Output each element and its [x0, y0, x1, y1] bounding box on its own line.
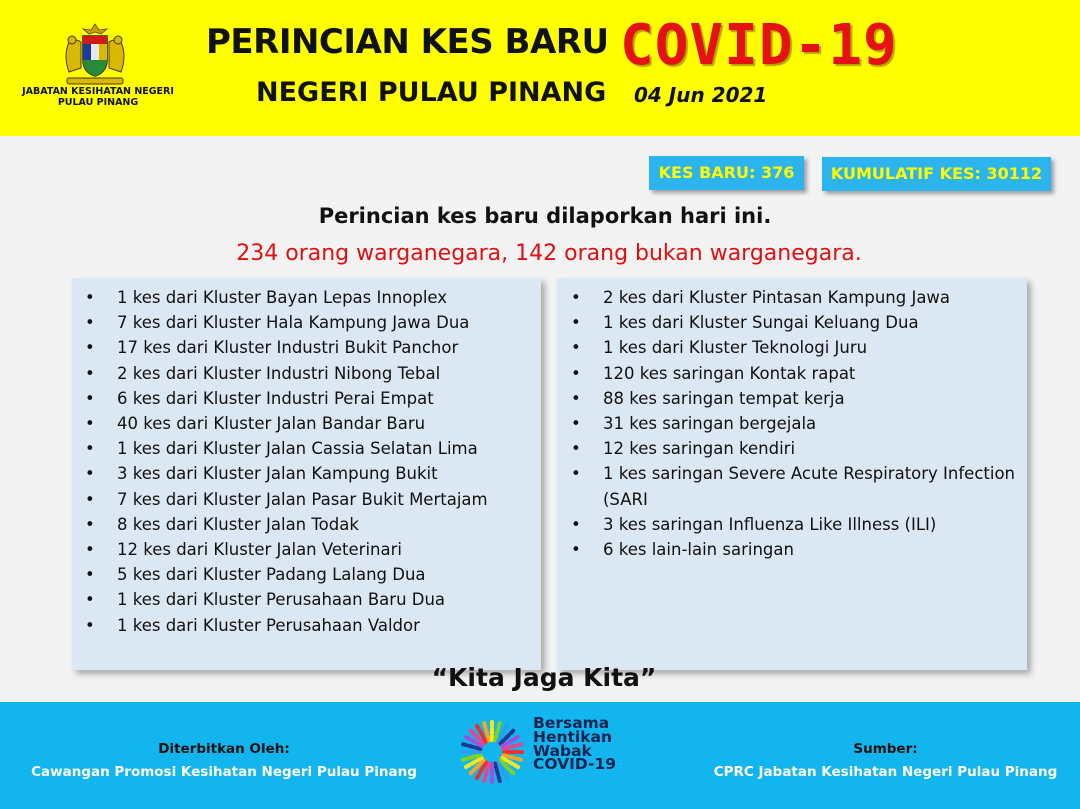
bullet-icon: • [571, 363, 581, 383]
list-item [557, 310, 1027, 335]
list-item [72, 386, 541, 411]
summary-heading: Perincian kes baru dilaporkan hari ini. [318, 204, 772, 228]
list-item [72, 587, 541, 612]
bullet-icon: • [571, 313, 581, 333]
list-item [72, 613, 541, 638]
list-item-text: 120 kes saringan Kontak rapat [603, 363, 856, 383]
list-item-text: 3 kes dari Kluster Jalan Kampung Bukit [117, 464, 438, 484]
bullet-icon: • [85, 464, 95, 484]
state-title: NEGERI PULAU PINANG [256, 77, 607, 108]
list-item-text: 2 kes dari Kluster Pintasan Kampung Jawa [603, 288, 951, 307]
list-item-text: 1 kes saringan Severe Acute Respiratory Infection (SARI [603, 464, 1016, 509]
list-item [557, 361, 1027, 386]
list-item-text: 40 kes dari Kluster Jalan Bandar Baru [117, 414, 426, 434]
bullet-icon: • [85, 313, 95, 333]
bullet-icon: • [85, 565, 95, 585]
bullet-icon: • [85, 363, 95, 383]
bullet-icon: • [85, 288, 95, 307]
list-item [557, 436, 1027, 461]
bullet-icon: • [85, 540, 95, 560]
list-item [72, 461, 541, 486]
list-item [557, 386, 1027, 411]
list-item [557, 335, 1027, 360]
bullet-icon: • [571, 338, 581, 358]
bullet-icon: • [571, 514, 581, 534]
list-item-text: 1 kes dari Kluster Perusahaan Valdor [117, 615, 420, 635]
list-item-text: 6 kes dari Kluster Industri Perai Empat [117, 388, 434, 408]
report-date: 04 Jun 2021 [634, 83, 768, 107]
list-item [72, 487, 541, 512]
new-cases-badge: KES BARU: 376 [649, 156, 804, 190]
list-item-text: 5 kes dari Kluster Padang Lalang Dua [117, 565, 426, 585]
list-item [72, 537, 541, 562]
list-item [557, 512, 1027, 537]
bullet-icon: • [85, 489, 95, 509]
list-item [72, 335, 541, 360]
list-item [557, 285, 1027, 310]
right-case-list [557, 285, 1027, 562]
list-item-text: 6 kes lain-lain saringan [603, 540, 794, 560]
coat-of-arms-icon [55, 20, 135, 88]
list-item-text: 12 kes dari Kluster Jalan Veterinari [117, 540, 402, 560]
list-item-text: 17 kes dari Kluster Industri Bukit Panchor [117, 338, 459, 358]
bullet-icon: • [571, 540, 581, 560]
list-item-text: 2 kes dari Kluster Industri Nibong Tebal [117, 363, 441, 383]
published-by-label: Diterbitkan Oleh: [158, 741, 290, 757]
right-case-list-panel [557, 278, 1027, 670]
agency-name: JABATAN KESIHATAN NEGERI PULAU PINANG [22, 86, 174, 108]
left-case-list-panel [72, 278, 541, 670]
list-item [72, 411, 541, 436]
list-item [72, 285, 541, 310]
source: CPRC Jabatan Kesihatan Negeri Pulau Pinang [713, 764, 1058, 780]
bullet-icon: • [571, 414, 581, 434]
bullet-icon: • [85, 414, 95, 434]
list-item-text: 8 kes dari Kluster Jalan Todak [117, 514, 359, 534]
covid-title: COVID-19 [620, 13, 898, 78]
slogan: “Kita Jaga Kita” [431, 663, 657, 692]
list-item-text: 1 kes dari Kluster Teknologi Juru [603, 338, 868, 358]
list-item [72, 310, 541, 335]
bullet-icon: • [85, 514, 95, 534]
page-title: PERINCIAN KES BARU [206, 22, 609, 62]
list-item [557, 537, 1027, 562]
list-item-text: 3 kes saringan Influenza Like Illness (ILI) [603, 514, 937, 534]
source-label: Sumber: [853, 741, 918, 757]
campaign-text: Bersama Hentikan Wabak COVID-19 [533, 714, 617, 774]
left-case-list [72, 285, 541, 638]
list-item-text: 1 kes dari Kluster Bayan Lepas Innoplex [117, 288, 448, 307]
list-item-text: 7 kes dari Kluster Jalan Pasar Bukit Mertajam [117, 489, 488, 509]
list-item [72, 562, 541, 587]
list-item-text: 31 kes saringan bergejala [603, 414, 817, 434]
cumulative-cases-badge: KUMULATIF KES: 30112 [822, 157, 1051, 191]
campaign-logo-icon [456, 716, 528, 788]
bullet-icon: • [571, 388, 581, 408]
bullet-icon: • [85, 338, 95, 358]
list-item-text: 88 kes saringan tempat kerja [603, 388, 845, 408]
bullet-icon: • [85, 590, 95, 610]
bullet-icon: • [85, 388, 95, 408]
bullet-icon: • [571, 439, 581, 459]
published-by: Cawangan Promosi Kesihatan Negeri Pulau Pinang [31, 764, 417, 780]
bullet-icon: • [85, 615, 95, 635]
list-item-text: 12 kes saringan kendiri [603, 439, 796, 459]
list-item [72, 361, 541, 386]
list-item-text: 7 kes dari Kluster Hala Kampung Jawa Dua [117, 313, 470, 333]
bullet-icon: • [85, 439, 95, 459]
bullet-icon: • [571, 288, 581, 307]
list-item-text: 1 kes dari Kluster Perusahaan Baru Dua [117, 590, 446, 610]
citizenship-breakdown: 234 orang warganegara, 142 orang bukan warganegara. [236, 241, 862, 266]
list-item [72, 512, 541, 537]
list-item [72, 436, 541, 461]
list-item-text: 1 kes dari Kluster Jalan Cassia Selatan Lima [117, 439, 478, 459]
header-banner [0, 0, 1080, 136]
list-item-text: 1 kes dari Kluster Sungai Keluang Dua [603, 313, 919, 333]
bullet-icon: • [571, 464, 581, 484]
list-item [557, 411, 1027, 436]
list-item [557, 461, 1027, 511]
